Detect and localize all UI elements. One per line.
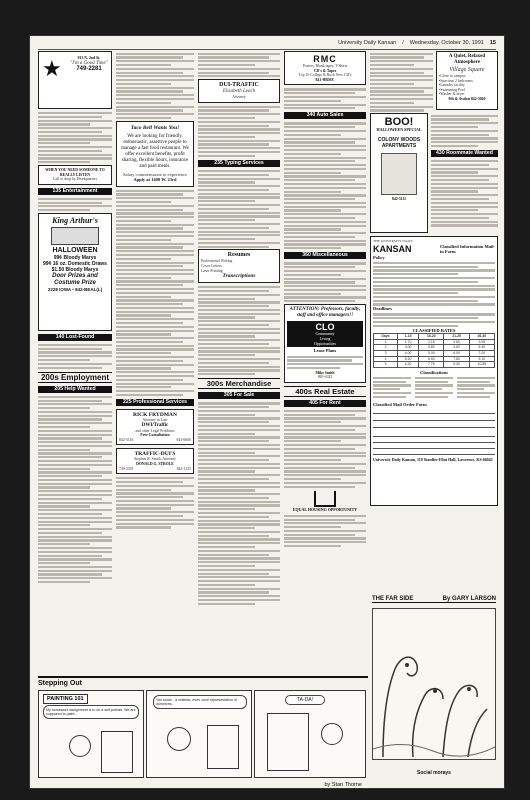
form-policy: Policy	[373, 254, 385, 260]
resumes-title: Resumes	[227, 252, 251, 259]
village-name: Village Square	[449, 67, 485, 73]
village-square-ad	[436, 51, 498, 110]
clo-tag-1: Community	[315, 331, 335, 337]
equal-housing-logo	[284, 491, 366, 512]
rmc-line-3: Top 10 College & Rock New CD's	[298, 73, 352, 78]
traffic-dui-ad	[116, 448, 194, 474]
rates-cell: 1	[374, 339, 398, 345]
rates-cell: 2.60	[444, 339, 469, 345]
house-icon	[314, 491, 336, 507]
star-ad-slogan: "I'm a Good Time"	[70, 60, 108, 66]
rates-cell: 5.20	[398, 356, 419, 362]
rates-cell: 3.80	[419, 345, 444, 351]
traffic-sub: Stephen R. Smith, Attorney	[134, 457, 176, 462]
star-ad-phone: 749-2281	[76, 65, 102, 72]
section-for-sale: 305 For Sale	[198, 392, 280, 399]
rates-cell: 3.00	[398, 345, 419, 351]
boo-phone: 842-5111	[391, 196, 407, 201]
comic-bubble-1: My homework assignment is to do a self portrait. We are supposed to paint...	[43, 705, 139, 719]
frydman-phone-1: 842-5116	[119, 437, 134, 442]
character-head-icon	[321, 723, 343, 745]
village-address: 9th & Avalon 842-3040	[448, 96, 486, 101]
rates-header-cell: 26-30	[469, 334, 494, 340]
section-employment: 200s Employment	[38, 372, 112, 383]
section-help-wanted: 205 Help Wanted	[38, 386, 112, 393]
rates-cell: 7.75	[419, 362, 444, 368]
witch-icon	[381, 153, 417, 195]
equal-housing-text: EQUAL HOUSING OPPORTUNITY	[292, 506, 358, 512]
king-ad-prizes: Door Prizes and Costume Prize	[52, 272, 98, 286]
rmc-line-1: Posters, Blank tapes, T-Shirts	[302, 64, 348, 68]
newspaper-page	[30, 36, 504, 788]
classified-order-form	[370, 236, 498, 506]
boo-name: COLONY WOODS APARTMENTS	[377, 136, 421, 149]
rates-table	[373, 333, 495, 368]
character-head-icon	[69, 735, 91, 757]
comic-stepping-out	[38, 676, 368, 786]
column-5	[370, 51, 498, 673]
rates-cell: 5.00	[419, 350, 444, 356]
issue-date: Wednesday, October 30, 1991	[409, 40, 484, 46]
section-auto-sales: 340 Auto Sales	[284, 112, 366, 119]
rates-header-cell: 1-15	[398, 334, 419, 340]
classifications-title: Classifications	[420, 369, 448, 375]
section-professional-services: 225 Professional Services	[116, 399, 194, 406]
rmc-line-2: CD's & Tapes	[313, 68, 337, 73]
comic-bubble-2: You know... a realistic, even cruel representation of ourselves...	[153, 695, 247, 709]
column-4	[284, 51, 366, 673]
traffic-name: DONALD G. STROLE	[136, 462, 174, 466]
section-roommate-wanted: 430 Roommate Wanted	[431, 150, 498, 157]
rates-cell: 3	[374, 350, 398, 356]
character-head-icon	[167, 727, 191, 751]
rates-cell: 10.85	[469, 362, 494, 368]
easel-icon	[101, 731, 133, 773]
far-side-author: By GARY LARSON	[442, 596, 496, 602]
star-ad-address: 913 N. 2nd St.	[77, 56, 101, 60]
king-ad-halloween: HALLOWEEN	[52, 246, 98, 254]
rates-cell: 9.30	[444, 362, 469, 368]
page-header: University Daily Kansan / Wednesday, October 30, 1991 15	[38, 40, 496, 50]
taco-ad-apply: Apply at 1408 W. 23rd	[133, 177, 177, 183]
mail-form-title: Classified Mail Order Form	[373, 401, 427, 407]
boo-sub: HALLOWEEN SPECIAL	[376, 127, 422, 133]
column-2	[116, 51, 194, 673]
comic-panel-1	[38, 690, 144, 778]
boo-title: BOO!	[384, 116, 414, 129]
rates-cell: 9.10	[469, 356, 494, 362]
dui-ad-name: Elizabeth Leach	[222, 89, 256, 95]
rates-cell: 5	[374, 362, 398, 368]
star-ad	[38, 51, 112, 109]
frydman-phone-2: 843-6600	[176, 437, 191, 442]
rmc-ad	[284, 51, 366, 85]
clo-contact: Mike Smith	[315, 370, 335, 375]
resumes-item: Professional Writing	[201, 259, 233, 264]
moray-eels-illustration	[373, 609, 495, 757]
form-paper: THE UNIVERSITY DAILY	[373, 239, 413, 244]
far-side-cartoon	[372, 596, 496, 776]
rmc-title: RMC	[313, 54, 337, 64]
portrait-canvas-icon	[267, 713, 309, 771]
form-field-name[interactable]	[373, 407, 495, 414]
rates-cell: 7.80	[444, 356, 469, 362]
resumes-item: Laser Printing	[201, 268, 223, 273]
rates-row	[374, 362, 495, 368]
comic-panel-2	[146, 690, 252, 778]
village-item: •Washer & dryer	[439, 92, 465, 97]
section-miscellaneous: 360 Miscellaneous	[284, 252, 366, 259]
taco-bell-ad	[116, 121, 194, 187]
clo-tag-3: Opportunities	[314, 340, 336, 346]
section-for-rent: 405 For Rent	[284, 400, 366, 407]
rates-header-cell: 21-25	[444, 334, 469, 340]
rates-cell: 7.00	[469, 350, 494, 356]
comic-title: Stepping Out	[38, 680, 82, 687]
section-entertainment: 135 Entertainment	[38, 188, 112, 195]
far-side-art	[372, 608, 496, 760]
clo-tag-2: Living	[319, 335, 331, 341]
king-ad-address: 2228 IOWA • 842-BEAL(L)	[47, 286, 103, 292]
clo-ad	[284, 304, 366, 383]
resumes-ad	[198, 249, 280, 283]
rates-title: CLASSIFIED RATES	[412, 327, 456, 333]
section-real-estate: 400s Real Estate	[284, 386, 366, 397]
comic-bubble-3: TA-DA!	[285, 695, 325, 705]
dui-ad-role: Attorney	[232, 95, 246, 100]
king-ad-deal-3: $1.50 Bloody Marys	[51, 266, 99, 273]
page-number: 15	[489, 40, 496, 46]
traffic-phone-2: 843-1125	[176, 466, 191, 471]
form-deadlines: Deadlines	[373, 306, 392, 312]
comic-sign: PAINTING 101	[43, 694, 88, 704]
village-item: •Swimming Pool	[439, 87, 465, 92]
clo-phone: 865-6325	[317, 375, 333, 380]
king-arthurs-ad	[38, 213, 112, 331]
paper-name: University Daily Kansan	[338, 40, 397, 46]
king-ad-deal-1: 99¢ Bloody Marys	[53, 254, 97, 261]
village-item: •Laundry facility	[439, 83, 465, 88]
form-ad-line[interactable]	[373, 449, 495, 455]
taco-ad-salary: Salary commensurate to experience	[122, 171, 188, 177]
boo-ad	[370, 113, 428, 233]
form-field-address[interactable]	[373, 414, 495, 421]
form-title: Classified Information Mail-in Form	[440, 243, 495, 254]
taco-ad-title: Taco Bell Wants You!	[130, 124, 180, 131]
dui-ad-title: DUI-TRAFFIC	[219, 82, 259, 89]
rates-cell: 3.05	[469, 339, 494, 345]
column-3	[198, 51, 280, 673]
frydman-line: DWI/Traffic	[141, 422, 169, 428]
village-item: •Spacious 2 bedrooms	[439, 78, 473, 83]
rates-cell: 1.70	[398, 339, 419, 345]
mail-address: University Daily Kansan, 119 Stauffer-Flint Hall, Lawrence, KS 66045	[373, 457, 493, 463]
rates-header-cell: 16-20	[419, 334, 444, 340]
frydman-free: Free Consultation	[140, 433, 170, 438]
knight-icon	[51, 227, 99, 245]
king-ad-deal-2: 99¢ 16 oz. Domestic Draws	[43, 260, 107, 267]
clo-brand: CLO	[315, 322, 335, 333]
star-icon: ★	[42, 56, 62, 81]
section-lost-found: 140 Lost-Found	[38, 334, 112, 341]
listen-ad	[38, 165, 112, 185]
taco-ad-body: We are looking for friendly, enthusiastic, assertive people to manage a fast food restaurant. We offer excellent benefits, profit sharing, flexible hours, insurance and paid meals.	[121, 133, 189, 169]
comic-panel-3	[254, 690, 366, 778]
section-typing-services: 235 Typing Services	[198, 160, 280, 167]
rates-cell: 4.60	[444, 345, 469, 351]
village-title: A Quiet, Relaxed Atmosphere	[448, 54, 486, 65]
rates-cell: 4	[374, 356, 398, 362]
resumes-item: Cover Letters	[201, 264, 222, 268]
clo-plans: Lease Plans	[313, 348, 337, 354]
resumes-brand: Transcriptions	[222, 273, 256, 280]
rates-cell: 5.40	[469, 345, 494, 351]
dui-traffic-ad	[198, 79, 280, 103]
traffic-phone-1: 749-2301	[119, 466, 134, 471]
rmc-phone: 841-HRMC	[315, 77, 335, 82]
listen-ad-sub: Call or drop by Headquarters	[52, 177, 98, 182]
column-1	[38, 51, 112, 673]
listen-ad-title: WHEN YOU NEED SOMEONE TO REALLY LISTEN	[45, 167, 105, 177]
frydman-name: RICK FRYDMAN	[133, 412, 177, 419]
king-ad-name: King Arthur's	[52, 215, 98, 225]
rates-cell: 4.00	[398, 350, 419, 356]
rates-cell: 6.20	[398, 362, 419, 368]
frydman-ad	[116, 409, 194, 445]
frydman-sub: and other Legal Problems	[135, 428, 175, 433]
rates-cell: 2.15	[419, 339, 444, 345]
comic-credit: by Stan Thorne	[324, 782, 362, 788]
rates-cell: 6.50	[419, 356, 444, 362]
traffic-title: TRAFFIC-DUI'S	[134, 451, 176, 458]
canvas-icon	[207, 725, 239, 769]
far-side-caption: Social morays	[417, 770, 451, 776]
village-item: •Close to campus	[439, 74, 466, 78]
section-merchandise: 300s Merchandise	[198, 378, 280, 389]
frydman-title: Attorney at Law	[142, 418, 168, 423]
far-side-title: THE FAR SIDE	[372, 596, 414, 602]
rates-header-cell: Days	[374, 334, 398, 340]
form-field-phone[interactable]	[373, 421, 495, 428]
rates-cell: 6.00	[444, 350, 469, 356]
rates-cell: 2	[374, 345, 398, 351]
form-paper-name: KANSAN	[373, 243, 412, 254]
clo-title: ATTENTION: Professors, faculty, staff and office managers!!	[289, 307, 361, 319]
